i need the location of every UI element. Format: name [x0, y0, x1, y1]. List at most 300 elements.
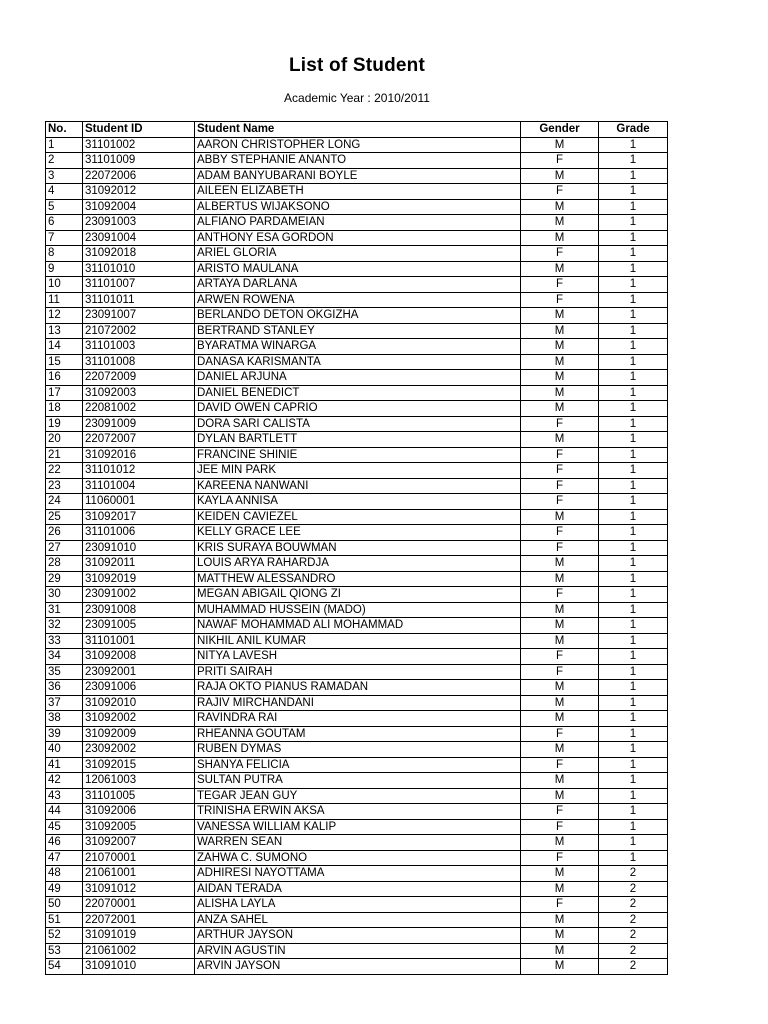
row-number-cell: 47: [46, 850, 83, 866]
student-name-cell: RHEANNA GOUTAM: [195, 726, 521, 742]
gender-cell: M: [521, 959, 599, 975]
row-number-cell: 35: [46, 664, 83, 680]
gender-cell: F: [521, 897, 599, 913]
student-id-cell: 31092015: [83, 757, 195, 773]
table-row: [46, 401, 668, 417]
table-row: [46, 385, 668, 401]
table-row: [46, 881, 668, 897]
gender-cell: M: [521, 788, 599, 804]
gender-cell: M: [521, 339, 599, 355]
column-header-no: No.: [46, 122, 83, 138]
student-id-cell: 21061002: [83, 943, 195, 959]
gender-cell: F: [521, 664, 599, 680]
table-row: [46, 199, 668, 215]
gender-cell: M: [521, 230, 599, 246]
table-row: [46, 261, 668, 277]
student-id-cell: 11060001: [83, 494, 195, 510]
grade-cell: 1: [599, 385, 668, 401]
row-number-cell: 42: [46, 773, 83, 789]
gender-cell: F: [521, 447, 599, 463]
grade-cell: 2: [599, 897, 668, 913]
grade-cell: 1: [599, 432, 668, 448]
student-name-cell: RAVINDRA RAI: [195, 711, 521, 727]
student-name-cell: ADAM BANYUBARANI BOYLE: [195, 168, 521, 184]
student-id-cell: 31101004: [83, 478, 195, 494]
table-row: [46, 912, 668, 928]
row-number-cell: 41: [46, 757, 83, 773]
row-number-cell: 24: [46, 494, 83, 510]
gender-cell: F: [521, 757, 599, 773]
student-id-cell: 31101001: [83, 633, 195, 649]
grade-cell: 2: [599, 943, 668, 959]
row-number-cell: 16: [46, 370, 83, 386]
row-number-cell: 54: [46, 959, 83, 975]
gender-cell: M: [521, 695, 599, 711]
row-number-cell: 33: [46, 633, 83, 649]
row-number-cell: 51: [46, 912, 83, 928]
row-number-cell: 49: [46, 881, 83, 897]
student-name-cell: WARREN SEAN: [195, 835, 521, 851]
row-number-cell: 10: [46, 277, 83, 293]
grade-cell: 1: [599, 664, 668, 680]
grade-cell: 2: [599, 928, 668, 944]
row-number-cell: 8: [46, 246, 83, 262]
table-row: [46, 323, 668, 339]
grade-cell: 1: [599, 695, 668, 711]
table-row: [46, 292, 668, 308]
table-row: [46, 742, 668, 758]
column-header-student-name: Student Name: [195, 122, 521, 138]
grade-cell: 2: [599, 912, 668, 928]
column-header-grade: Grade: [599, 122, 668, 138]
gender-cell: F: [521, 277, 599, 293]
student-id-cell: 22070001: [83, 897, 195, 913]
row-number-cell: 50: [46, 897, 83, 913]
gender-cell: M: [521, 618, 599, 634]
student-id-cell: 23091007: [83, 308, 195, 324]
table-row: [46, 928, 668, 944]
grade-cell: 1: [599, 277, 668, 293]
student-name-cell: RUBEN DYMAS: [195, 742, 521, 758]
table-row: [46, 804, 668, 820]
table-row: [46, 819, 668, 835]
student-id-cell: 31092010: [83, 695, 195, 711]
grade-cell: 1: [599, 370, 668, 386]
student-name-cell: BERTRAND STANLEY: [195, 323, 521, 339]
row-number-cell: 19: [46, 416, 83, 432]
student-id-cell: 31101002: [83, 137, 195, 153]
table-row: [46, 788, 668, 804]
row-number-cell: 28: [46, 556, 83, 572]
row-number-cell: 21: [46, 447, 83, 463]
grade-cell: 1: [599, 323, 668, 339]
gender-cell: M: [521, 261, 599, 277]
gender-cell: M: [521, 680, 599, 696]
table-row: [46, 354, 668, 370]
grade-cell: 1: [599, 618, 668, 634]
grade-cell: 1: [599, 649, 668, 665]
gender-cell: F: [521, 153, 599, 169]
row-number-cell: 52: [46, 928, 83, 944]
student-name-cell: ABBY STEPHANIE ANANTO: [195, 153, 521, 169]
student-name-cell: AARON CHRISTOPHER LONG: [195, 137, 521, 153]
grade-cell: 1: [599, 215, 668, 231]
gender-cell: M: [521, 773, 599, 789]
table-row: [46, 711, 668, 727]
student-name-cell: KELLY GRACE LEE: [195, 525, 521, 541]
student-name-cell: BYARATMA WINARGA: [195, 339, 521, 355]
table-row: [46, 618, 668, 634]
grade-cell: 1: [599, 478, 668, 494]
grade-cell: 1: [599, 447, 668, 463]
row-number-cell: 39: [46, 726, 83, 742]
grade-cell: 1: [599, 292, 668, 308]
student-id-cell: 31092019: [83, 571, 195, 587]
student-name-cell: DANIEL BENEDICT: [195, 385, 521, 401]
student-id-cell: 31092005: [83, 819, 195, 835]
student-name-cell: RAJIV MIRCHANDANI: [195, 695, 521, 711]
row-number-cell: 43: [46, 788, 83, 804]
gender-cell: M: [521, 602, 599, 618]
table-row: [46, 463, 668, 479]
student-id-cell: 23091006: [83, 680, 195, 696]
table-row: [46, 866, 668, 882]
student-id-cell: 22081002: [83, 401, 195, 417]
column-header-student-id: Student ID: [83, 122, 195, 138]
grade-cell: 1: [599, 401, 668, 417]
gender-cell: M: [521, 354, 599, 370]
grade-cell: 1: [599, 525, 668, 541]
student-name-cell: TRINISHA ERWIN AKSA: [195, 804, 521, 820]
table-row: [46, 308, 668, 324]
grade-cell: 1: [599, 556, 668, 572]
student-id-cell: 31091019: [83, 928, 195, 944]
student-id-cell: 31092012: [83, 184, 195, 200]
academic-year: Academic Year : 2010/2011: [284, 91, 430, 105]
table-row: [46, 277, 668, 293]
gender-cell: F: [521, 246, 599, 262]
student-name-cell: MUHAMMAD HUSSEIN (MADO): [195, 602, 521, 618]
row-number-cell: 5: [46, 199, 83, 215]
gender-cell: F: [521, 416, 599, 432]
row-number-cell: 32: [46, 618, 83, 634]
gender-cell: F: [521, 850, 599, 866]
student-id-cell: 31092003: [83, 385, 195, 401]
student-name-cell: ARTHUR JAYSON: [195, 928, 521, 944]
row-number-cell: 48: [46, 866, 83, 882]
row-number-cell: 46: [46, 835, 83, 851]
student-name-cell: ANZA SAHEL: [195, 912, 521, 928]
table-row: [46, 556, 668, 572]
column-header-gender: Gender: [521, 122, 599, 138]
student-name-cell: ARVIN JAYSON: [195, 959, 521, 975]
row-number-cell: 26: [46, 525, 83, 541]
grade-cell: 1: [599, 463, 668, 479]
student-id-cell: 31092007: [83, 835, 195, 851]
table-row: [46, 959, 668, 975]
student-name-cell: SULTAN PUTRA: [195, 773, 521, 789]
gender-cell: M: [521, 308, 599, 324]
student-name-cell: FRANCINE SHINIE: [195, 447, 521, 463]
row-number-cell: 13: [46, 323, 83, 339]
grade-cell: 1: [599, 509, 668, 525]
student-id-cell: 23091010: [83, 540, 195, 556]
student-id-cell: 21072002: [83, 323, 195, 339]
table-row: [46, 509, 668, 525]
gender-cell: M: [521, 943, 599, 959]
table-row: [46, 695, 668, 711]
student-name-cell: KAREENA NANWANI: [195, 478, 521, 494]
table-row: [46, 633, 668, 649]
grade-cell: 1: [599, 835, 668, 851]
gender-cell: F: [521, 649, 599, 665]
row-number-cell: 29: [46, 571, 83, 587]
row-number-cell: 25: [46, 509, 83, 525]
student-id-cell: 31092002: [83, 711, 195, 727]
student-name-cell: ALBERTUS WIJAKSONO: [195, 199, 521, 215]
grade-cell: 1: [599, 416, 668, 432]
student-name-cell: ANTHONY ESA GORDON: [195, 230, 521, 246]
grade-cell: 1: [599, 168, 668, 184]
student-id-cell: 31092006: [83, 804, 195, 820]
student-name-cell: NIKHIL ANIL KUMAR: [195, 633, 521, 649]
gender-cell: M: [521, 556, 599, 572]
gender-cell: M: [521, 881, 599, 897]
student-id-cell: 31101008: [83, 354, 195, 370]
student-name-cell: DAVID OWEN CAPRIO: [195, 401, 521, 417]
table-row: [46, 339, 668, 355]
row-number-cell: 36: [46, 680, 83, 696]
grade-cell: 1: [599, 680, 668, 696]
table-row: [46, 571, 668, 587]
grade-cell: 1: [599, 540, 668, 556]
student-name-cell: ZAHWA C. SUMONO: [195, 850, 521, 866]
grade-cell: 1: [599, 137, 668, 153]
grade-cell: 2: [599, 866, 668, 882]
row-number-cell: 44: [46, 804, 83, 820]
table-row: [46, 184, 668, 200]
table-row: [46, 680, 668, 696]
student-id-cell: 31101012: [83, 463, 195, 479]
student-name-cell: KEIDEN CAVIEZEL: [195, 509, 521, 525]
student-id-cell: 31092017: [83, 509, 195, 525]
gender-cell: M: [521, 912, 599, 928]
grade-cell: 1: [599, 726, 668, 742]
student-name-cell: ARIEL GLORIA: [195, 246, 521, 262]
row-number-cell: 27: [46, 540, 83, 556]
grade-cell: 1: [599, 742, 668, 758]
student-id-cell: 23091002: [83, 587, 195, 603]
gender-cell: F: [521, 540, 599, 556]
gender-cell: M: [521, 571, 599, 587]
student-id-cell: 21061001: [83, 866, 195, 882]
student-name-cell: VANESSA WILLIAM KALIP: [195, 819, 521, 835]
student-name-cell: ARVIN AGUSTIN: [195, 943, 521, 959]
student-id-cell: 31092011: [83, 556, 195, 572]
table-body: [46, 137, 668, 974]
gender-cell: M: [521, 370, 599, 386]
gender-cell: F: [521, 463, 599, 479]
table-row: [46, 757, 668, 773]
grade-cell: 1: [599, 711, 668, 727]
student-id-cell: 22072007: [83, 432, 195, 448]
table-row: [46, 153, 668, 169]
student-id-cell: 31091012: [83, 881, 195, 897]
row-number-cell: 9: [46, 261, 83, 277]
table-row: [46, 230, 668, 246]
student-name-cell: DANIEL ARJUNA: [195, 370, 521, 386]
student-id-cell: 31092009: [83, 726, 195, 742]
student-id-cell: 23091008: [83, 602, 195, 618]
student-name-cell: DANASA KARISMANTA: [195, 354, 521, 370]
gender-cell: M: [521, 168, 599, 184]
student-name-cell: ADHIRESI NAYOTTAMA: [195, 866, 521, 882]
student-id-cell: 22072006: [83, 168, 195, 184]
student-id-cell: 31092018: [83, 246, 195, 262]
gender-cell: F: [521, 184, 599, 200]
gender-cell: M: [521, 401, 599, 417]
student-id-cell: 31101009: [83, 153, 195, 169]
table-row: [46, 726, 668, 742]
table-row: [46, 370, 668, 386]
row-number-cell: 37: [46, 695, 83, 711]
student-name-cell: ALISHA LAYLA: [195, 897, 521, 913]
student-id-cell: 31101003: [83, 339, 195, 355]
table-row: [46, 649, 668, 665]
student-name-cell: KAYLA ANNISA: [195, 494, 521, 510]
student-name-cell: KRIS SURAYA BOUWMAN: [195, 540, 521, 556]
student-id-cell: 31101007: [83, 277, 195, 293]
grade-cell: 1: [599, 308, 668, 324]
gender-cell: M: [521, 509, 599, 525]
grade-cell: 1: [599, 804, 668, 820]
page-title: List of Student: [289, 55, 425, 76]
student-name-cell: MEGAN ABIGAIL QIONG ZI: [195, 587, 521, 603]
row-number-cell: 3: [46, 168, 83, 184]
student-id-cell: 31101010: [83, 261, 195, 277]
row-number-cell: 1: [46, 137, 83, 153]
row-number-cell: 17: [46, 385, 83, 401]
gender-cell: M: [521, 432, 599, 448]
gender-cell: F: [521, 726, 599, 742]
table-row: [46, 432, 668, 448]
student-name-cell: SHANYA FELICIA: [195, 757, 521, 773]
student-id-cell: 22072009: [83, 370, 195, 386]
row-number-cell: 53: [46, 943, 83, 959]
table-row: [46, 602, 668, 618]
grade-cell: 1: [599, 199, 668, 215]
table-row: [46, 215, 668, 231]
grade-cell: 1: [599, 850, 668, 866]
grade-cell: 1: [599, 494, 668, 510]
student-id-cell: 22072001: [83, 912, 195, 928]
table-row: [46, 897, 668, 913]
student-name-cell: LOUIS ARYA RAHARDJA: [195, 556, 521, 572]
row-number-cell: 7: [46, 230, 83, 246]
grade-cell: 1: [599, 773, 668, 789]
gender-cell: M: [521, 323, 599, 339]
grade-cell: 1: [599, 184, 668, 200]
student-name-cell: ARWEN ROWENA: [195, 292, 521, 308]
grade-cell: 1: [599, 153, 668, 169]
row-number-cell: 6: [46, 215, 83, 231]
table-row: [46, 447, 668, 463]
row-number-cell: 30: [46, 587, 83, 603]
grade-cell: 1: [599, 788, 668, 804]
grade-cell: 1: [599, 633, 668, 649]
row-number-cell: 31: [46, 602, 83, 618]
table-row: [46, 416, 668, 432]
student-name-cell: BERLANDO DETON OKGIZHA: [195, 308, 521, 324]
gender-cell: M: [521, 633, 599, 649]
student-name-cell: DORA SARI CALISTA: [195, 416, 521, 432]
table-row: [46, 835, 668, 851]
student-id-cell: 23092001: [83, 664, 195, 680]
grade-cell: 1: [599, 230, 668, 246]
row-number-cell: 12: [46, 308, 83, 324]
table-row: [46, 664, 668, 680]
student-id-cell: 31101005: [83, 788, 195, 804]
student-name-cell: JEE MIN PARK: [195, 463, 521, 479]
table-header-row: [46, 122, 668, 138]
student-id-cell: 23091009: [83, 416, 195, 432]
student-name-cell: ARISTO MAULANA: [195, 261, 521, 277]
grade-cell: 1: [599, 587, 668, 603]
gender-cell: M: [521, 711, 599, 727]
student-id-cell: 31101006: [83, 525, 195, 541]
gender-cell: M: [521, 215, 599, 231]
table-row: [46, 246, 668, 262]
grade-cell: 1: [599, 339, 668, 355]
student-name-cell: AIDAN TERADA: [195, 881, 521, 897]
student-name-cell: TEGAR JEAN GUY: [195, 788, 521, 804]
table-row: [46, 850, 668, 866]
row-number-cell: 40: [46, 742, 83, 758]
gender-cell: F: [521, 587, 599, 603]
grade-cell: 1: [599, 354, 668, 370]
student-id-cell: 31092004: [83, 199, 195, 215]
table-row: [46, 494, 668, 510]
grade-cell: 2: [599, 959, 668, 975]
row-number-cell: 20: [46, 432, 83, 448]
table-row: [46, 587, 668, 603]
gender-cell: F: [521, 292, 599, 308]
student-id-cell: 31092016: [83, 447, 195, 463]
student-name-cell: DYLAN BARTLETT: [195, 432, 521, 448]
student-id-cell: 23092002: [83, 742, 195, 758]
student-id-cell: 31091010: [83, 959, 195, 975]
row-number-cell: 4: [46, 184, 83, 200]
gender-cell: M: [521, 199, 599, 215]
student-id-cell: 12061003: [83, 773, 195, 789]
gender-cell: F: [521, 478, 599, 494]
gender-cell: M: [521, 385, 599, 401]
student-id-cell: 23091005: [83, 618, 195, 634]
gender-cell: M: [521, 742, 599, 758]
grade-cell: 1: [599, 602, 668, 618]
student-name-cell: RAJA OKTO PIANUS RAMADAN: [195, 680, 521, 696]
grade-cell: 1: [599, 757, 668, 773]
student-id-cell: 23091004: [83, 230, 195, 246]
row-number-cell: 38: [46, 711, 83, 727]
grade-cell: 1: [599, 261, 668, 277]
student-name-cell: PRITI SAIRAH: [195, 664, 521, 680]
row-number-cell: 11: [46, 292, 83, 308]
table-row: [46, 540, 668, 556]
grade-cell: 1: [599, 571, 668, 587]
gender-cell: F: [521, 494, 599, 510]
gender-cell: M: [521, 137, 599, 153]
